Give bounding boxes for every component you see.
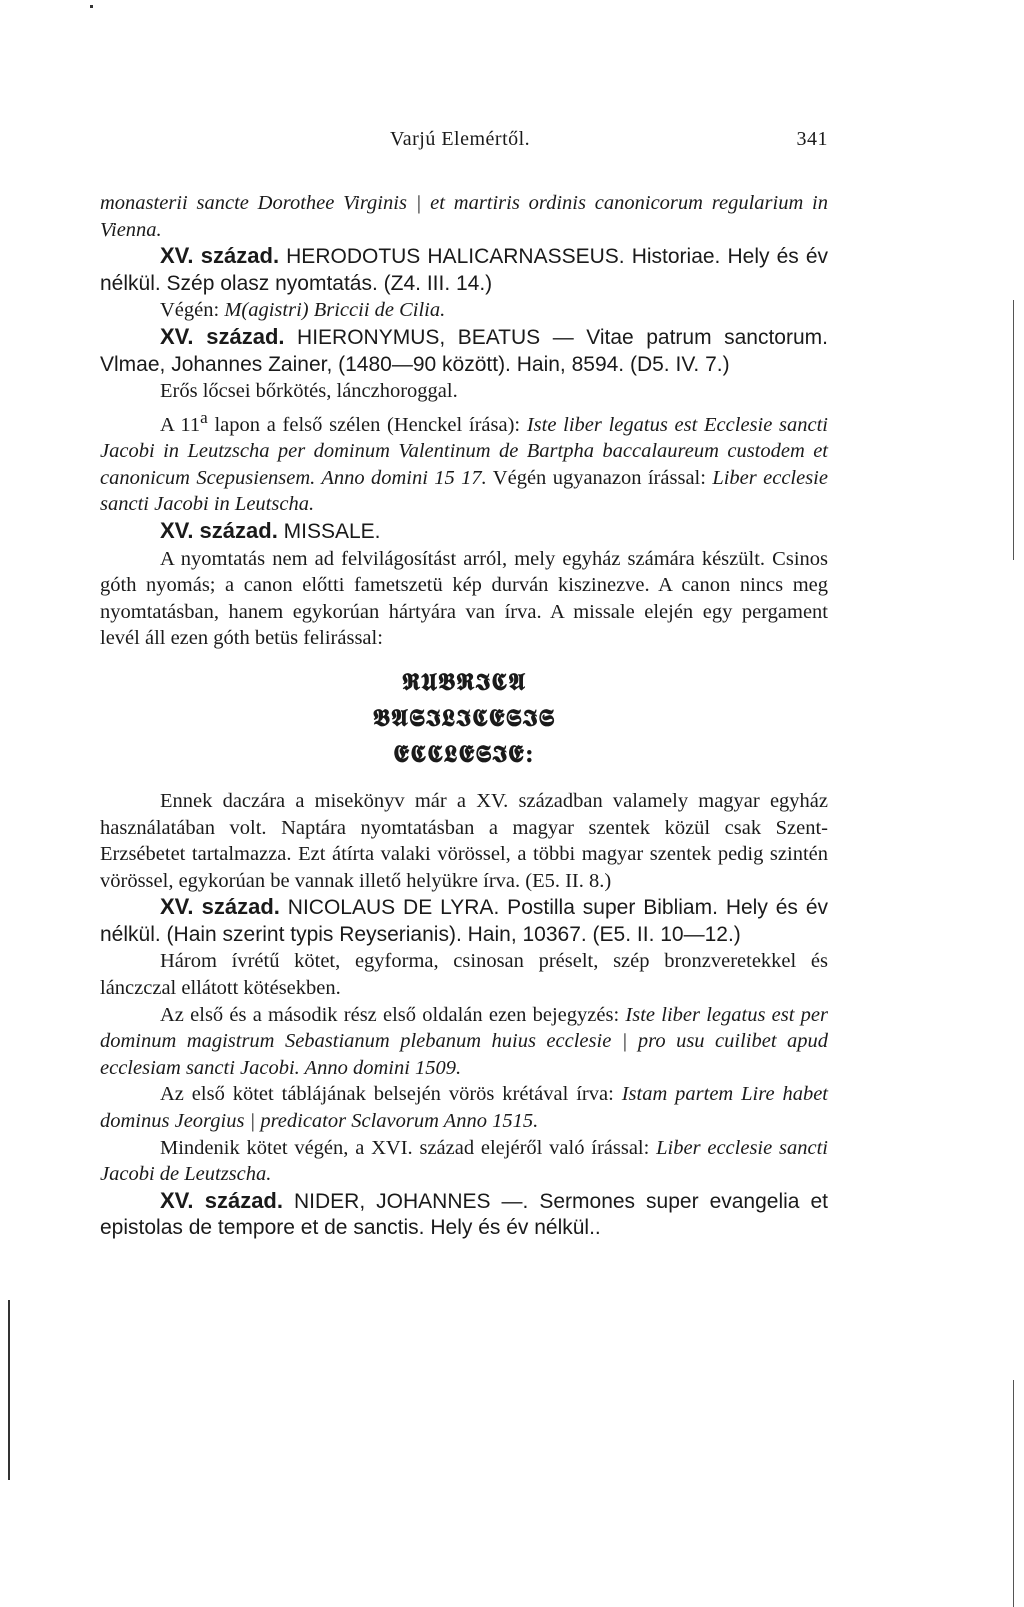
entry-missale-history: Ennek daczára a misekönyv már a XV. században valamely magyar egyház használatában volt. Naptára nyomtatásban a magyar szentek közül csak Szent-Erzsébetet tartalmazza. Ezt átírta valaki vörössel, a többi magyar szentek pedig szintén vörössel, egykorúan be vannak illető helyükre írva. (E5. II. 8.) <box>100 789 828 892</box>
entry-text: HIERONYMUS, BEATUS — Vitae patrum sanctorum. Vlmae, Johannes Zainer, (1480—90 között). Hain, 8594. (D5. IV. 7.) <box>100 325 828 376</box>
latin-text: Iste liber legatus est per dominum magistrum Sebastianum plebanum huius ecclesie | pro usu cuilibet apud ecclesiam sancti Jacobi. Anno domini 1509. <box>100 1003 828 1079</box>
entry-lyra-binding: Három ívrétű kötet, egyforma, csinosan préselt, szép bronzveretekkel és lánczczal ellátott kötésekben. <box>100 950 828 1000</box>
entry-herodotus <box>100 243 828 297</box>
entry-hieronymus-binding: Erős lőcsei bőrkötés, lánczhoroggal. <box>160 380 458 403</box>
paragraph-continuation <box>100 190 828 243</box>
gothic-inscription <box>100 664 828 772</box>
entry-missale <box>100 518 828 546</box>
entry-hieronymus-note <box>100 405 828 518</box>
latin-text: Liber ecclesie sancti Jacobi de Leutzscha. <box>100 1136 828 1186</box>
gothic-line: 𝕰𝕮𝕮𝕷𝕰𝕾𝕴𝕰: <box>393 738 535 768</box>
scan-artifact <box>8 1300 10 1480</box>
latin-text: Liber ecclesie sancti Jacobi in Leutscha. <box>100 466 828 516</box>
entry-nider <box>100 1188 828 1242</box>
note-text: lapon a felső szélen (Henckel írása): <box>207 413 527 436</box>
entry-missale-description: A nyomtatás nem ad felvilágosítást arról, mely egyház számára készült. Csinos góth nyomás; a canon előtti fametszetü kép durván kiszinezve. A canon nincs meg nyomtatásban, hanem egykorúan hártyára van írva. A missale elején egy pergament levél áll ezen góth betüs felirással: <box>100 547 828 650</box>
note-text: Végén: <box>160 299 225 322</box>
century-label: XV. század. <box>160 1187 283 1213</box>
entry-lyra-note-2 <box>100 1081 828 1134</box>
entry-lyra <box>100 894 828 948</box>
scan-edge-line <box>1013 300 1014 560</box>
entry-lyra-note-3 <box>100 1135 828 1188</box>
latin-text: Istam partem Lire habet dominus Jeorgius | predicator Sclavorum Anno 1515. <box>100 1083 828 1133</box>
century-label: XV. század. <box>160 243 280 269</box>
superscript: a <box>200 407 208 427</box>
entry-herodotus-note <box>100 297 828 324</box>
running-header <box>100 128 828 158</box>
note-text: Az első kötet táblájának belsején vörös krétával írva: <box>160 1083 622 1106</box>
header-title: Varjú Elemértől. <box>390 128 531 150</box>
note-text: Az első és a második rész első oldalán ezen bejegyzés: <box>160 1003 626 1026</box>
latin-text: monasterii sancte Dorothee Virginis | et martiris ordinis canonicorum regularium in Vienna. <box>100 192 828 241</box>
scan-artifact <box>90 5 93 8</box>
scan-edge-line <box>1013 1380 1014 1607</box>
entry-text: NIDER, JOHANNES —. Sermones super evangelia et epistolas de tempore et de sanctis. Hely és év nélkül.. <box>100 1189 828 1240</box>
century-label: XV. század. <box>160 323 285 349</box>
entry-lyra-note-1 <box>100 1002 828 1082</box>
latin-text: Iste liber legatus est Ecclesie sancti Jacobi in Leutzscha per dominum Valentinum de Bartpha baccalaureum custodem et canonicum Scepusiensem. Anno domini 15 17. <box>100 413 829 489</box>
note-text: Mindenik kötet végén, a XVI. század elejéről való írással: <box>160 1136 657 1159</box>
latin-text: M(agistri) Briccii de Cilia. <box>224 299 446 322</box>
entry-text: NICOLAUS DE LYRA. Postilla super Bibliam. Hely és év nélkül. (Hain szerint typis Reyserianis). Hain, 10367. (E5. II. 10—12.) <box>100 896 828 946</box>
entry-hieronymus <box>100 324 828 378</box>
page-body <box>100 190 828 1242</box>
page-number: 341 <box>796 128 828 150</box>
gothic-line: 𝕽𝖀𝕭𝕽𝕴𝕮𝕬 <box>401 666 527 696</box>
entry-text: MISSALE. <box>277 519 381 543</box>
note-text: Végén ugyanazon írással: <box>486 466 713 489</box>
note-text: A 11 <box>160 413 201 436</box>
entry-text: HERODOTUS HALICARNASSEUS. Historiae. Hely és év nélkül. Szép olasz nyomtatás. (Z4. III. 14.) <box>100 245 829 295</box>
gothic-line: 𝕭𝕬𝕾𝕴𝕷𝕴𝕮𝕰𝕾𝕴𝕾 <box>372 702 556 732</box>
century-label: XV. század. <box>160 517 278 543</box>
century-label: XV. század. <box>160 894 280 920</box>
